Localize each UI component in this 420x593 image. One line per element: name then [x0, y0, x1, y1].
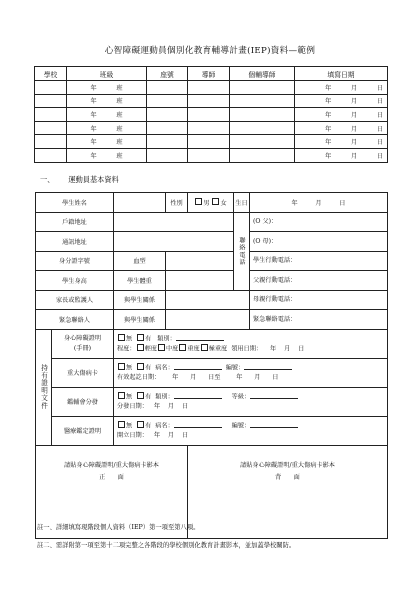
section-title: 運動員基本資料: [68, 175, 119, 184]
label-student-name: 學生姓名: [36, 193, 114, 213]
none-checkbox[interactable]: [118, 421, 125, 428]
tutor-cell[interactable]: [188, 135, 230, 149]
grade-label: 年: [90, 98, 97, 106]
grade-label: 年: [90, 139, 97, 147]
day-label: 日: [181, 431, 189, 439]
month-label: 月: [350, 139, 358, 147]
seat-cell[interactable]: [147, 121, 188, 135]
label-student-height: 學生身高: [36, 271, 114, 291]
seat-cell[interactable]: [147, 135, 188, 149]
male-label: 男: [203, 199, 210, 207]
disability-cert-title: 身心障礙證明: [63, 334, 102, 342]
class-label: 班: [116, 111, 123, 119]
major-illness-details[interactable]: [114, 358, 388, 387]
year-label: 年: [325, 98, 332, 106]
has-checkbox[interactable]: [137, 363, 144, 370]
year-label: 年: [236, 373, 243, 381]
header-school: 學校: [35, 67, 67, 81]
label-household-address: 戶籍地址: [36, 212, 114, 232]
guardian-mobile[interactable]: 母親行動電話：: [250, 290, 388, 310]
label-emergency-contact: 緊急聯絡人: [36, 310, 114, 330]
school-cell[interactable]: [35, 81, 67, 95]
basic-info-table: [35, 192, 388, 539]
counselor-cell[interactable]: [230, 94, 295, 108]
grade-label: 年: [90, 111, 97, 119]
disease-name-label: 病名：: [155, 422, 174, 430]
school-cell[interactable]: [35, 135, 67, 149]
tutor-cell[interactable]: [188, 148, 230, 162]
label-documents: 持有證明文件: [36, 329, 52, 445]
label-student-weight: 學生體重: [114, 271, 166, 291]
header-seat: 座號: [147, 67, 188, 81]
class-row: [35, 148, 388, 162]
female-label: 女: [220, 199, 227, 207]
disability-cert-sub: (手冊): [73, 344, 92, 352]
year-label: 年: [325, 111, 332, 119]
paste-area-back[interactable]: [188, 445, 388, 538]
phone-father[interactable]: (O 父)：: [250, 212, 388, 232]
month-label: 月: [350, 111, 358, 119]
none-label: 無: [126, 393, 133, 401]
none-checkbox[interactable]: [118, 334, 125, 341]
counselor-cell[interactable]: [230, 121, 295, 135]
category-label: 類別：: [157, 335, 176, 342]
day-label: 日: [272, 373, 279, 381]
year-label: 年: [325, 125, 332, 133]
fill-date-cell[interactable]: [295, 121, 388, 135]
school-cell[interactable]: [35, 108, 67, 122]
label-gender: 性別: [166, 193, 188, 213]
seat-cell[interactable]: [147, 94, 188, 108]
emergency-phone[interactable]: 緊急聯絡電話：: [250, 310, 388, 330]
label-disability-cert: [52, 329, 114, 358]
year-label: 年: [325, 139, 332, 147]
day-label: 日: [376, 111, 383, 119]
tutor-cell[interactable]: [188, 81, 230, 95]
tutor-cell[interactable]: [188, 108, 230, 122]
label-blood-type: 血型: [114, 251, 166, 271]
day-label: 日: [298, 345, 305, 352]
month-label: 月: [350, 98, 358, 106]
code-label: 編號：: [225, 364, 245, 372]
grade-label: 年: [90, 125, 97, 133]
school-cell[interactable]: [35, 121, 67, 135]
value-student-weight[interactable]: [166, 271, 234, 291]
month-label: 月: [167, 402, 175, 410]
has-label: 有: [145, 364, 152, 372]
counselor-cell[interactable]: [230, 148, 295, 162]
class-row: [35, 94, 388, 108]
year-label: 年: [153, 431, 161, 439]
value-household-address[interactable]: [114, 212, 234, 232]
page-title: 心智障礙運動員個別化教育輔導計畫(IEP)資料—範例: [104, 46, 316, 56]
class-label: 班: [116, 139, 123, 147]
header-tutor: 導師: [188, 67, 230, 81]
moderate-checkbox[interactable]: [158, 344, 165, 351]
section-number: 一、: [40, 175, 55, 184]
severe-checkbox[interactable]: [179, 344, 186, 351]
degree-label: 程度：: [117, 345, 136, 352]
section-heading: [40, 175, 133, 185]
has-label: 有: [145, 335, 152, 342]
class-label: 班: [116, 98, 123, 106]
gender-options: [188, 193, 234, 213]
category-label: 類別：: [155, 393, 174, 401]
seat-cell[interactable]: [147, 108, 188, 122]
label-emergency-relation: 與學生關係: [114, 310, 166, 330]
male-checkbox[interactable]: [195, 198, 202, 205]
profound-label: 極重度: [208, 345, 228, 352]
counselor-cell[interactable]: [230, 81, 295, 95]
until-label: 日至: [208, 373, 221, 381]
header-fill-date: 填寫日期: [295, 67, 388, 81]
month-label: 月: [190, 373, 197, 381]
fill-date-cell[interactable]: [295, 135, 388, 149]
value-birthday[interactable]: [250, 193, 388, 213]
none-checkbox[interactable]: [118, 363, 125, 370]
month-label: 月: [284, 345, 291, 352]
year-label: 年: [325, 152, 332, 160]
label-medical-cert: 醫療鑑定證明: [52, 416, 114, 445]
class-cell[interactable]: [67, 121, 147, 135]
tutor-cell[interactable]: [188, 94, 230, 108]
father-mobile[interactable]: 父親行動電話：: [250, 271, 388, 291]
tutor-cell[interactable]: [188, 121, 230, 135]
year-label: 年: [291, 199, 298, 207]
value-mailing-address[interactable]: [114, 232, 234, 252]
has-checkbox[interactable]: [137, 421, 144, 428]
seat-cell[interactable]: [147, 148, 188, 162]
moderate-label: 中度: [165, 345, 179, 352]
paste-note-back: 請貼身心障礙證明/重大傷病卡影本: [240, 461, 335, 469]
disease-name-label: 病名：: [155, 364, 174, 372]
label-relation: 與學生關係: [114, 290, 166, 310]
month-label: 月: [350, 84, 358, 92]
year-label: 年: [153, 402, 161, 410]
year-label: 年: [172, 373, 179, 381]
value-emergency-relation[interactable]: [166, 310, 250, 330]
label-mailing-address: 通訊地址: [36, 232, 114, 252]
back-label: 背 面: [275, 473, 300, 481]
class-cell[interactable]: [67, 135, 147, 149]
seat-cell[interactable]: [147, 81, 188, 95]
note-2: 註二、需詳附第一項至第十二項完整之各階段的學校個別化教育計畫影本，並加蓋學校關防。: [37, 542, 296, 549]
profound-checkbox[interactable]: [201, 344, 208, 351]
day-label: 日: [376, 152, 383, 160]
counsel-level-details[interactable]: [114, 387, 388, 416]
grade-label: 年: [90, 84, 97, 92]
day-label: 日: [376, 125, 383, 133]
none-label: 無: [126, 335, 133, 342]
none-label: 無: [126, 364, 133, 372]
severe-label: 重度: [187, 345, 200, 352]
female-checkbox[interactable]: [212, 198, 219, 205]
month-label: 月: [167, 431, 175, 439]
value-relation[interactable]: [166, 290, 250, 310]
school-cell[interactable]: [35, 148, 67, 162]
student-mobile[interactable]: 學生行動電話：: [250, 251, 388, 271]
day-label: 日: [376, 84, 383, 92]
year-label: 年: [270, 345, 277, 352]
class-row: [35, 121, 388, 135]
level-label: 等級：: [231, 393, 251, 401]
medical-cert-details[interactable]: [114, 416, 388, 445]
has-checkbox[interactable]: [137, 392, 144, 399]
has-checkbox[interactable]: [137, 334, 144, 341]
day-label: 日: [376, 98, 383, 106]
mild-label: 輕度: [144, 345, 157, 352]
month-label: 月: [350, 125, 358, 133]
fill-date-cell[interactable]: [295, 94, 388, 108]
class-label: 班: [116, 152, 123, 160]
class-cell[interactable]: [67, 94, 147, 108]
value-blood-type[interactable]: [166, 251, 234, 271]
label-guardian: 家長或監護人: [36, 290, 114, 310]
label-major-illness: 重大傷病卡: [52, 358, 114, 387]
class-cell[interactable]: [67, 108, 147, 122]
class-label: 班: [116, 84, 123, 92]
class-row: [35, 81, 388, 95]
disability-cert-details[interactable]: [114, 329, 388, 358]
grade-label: 年: [90, 152, 97, 160]
day-label: 日: [181, 402, 189, 410]
open-date-label: 開立日期：: [117, 431, 148, 439]
valid-from-label: 有效起訖日期：: [117, 373, 161, 381]
class-cell[interactable]: [67, 148, 147, 162]
class-info-table: [34, 66, 388, 163]
assign-date-label: 分發日期：: [117, 402, 148, 410]
value-student-name[interactable]: [114, 193, 166, 213]
none-checkbox[interactable]: [118, 392, 125, 399]
label-contact-phone: 聯絡電話: [234, 212, 250, 290]
year-label: 年: [325, 84, 332, 92]
month-label: 月: [350, 152, 358, 160]
school-cell[interactable]: [35, 94, 67, 108]
class-row: [35, 108, 388, 122]
class-cell[interactable]: [67, 81, 147, 95]
phone-mother[interactable]: (O 母)：: [250, 232, 388, 252]
day-label: 日: [376, 139, 383, 147]
fill-date-cell[interactable]: [295, 81, 388, 95]
class-label: 班: [116, 125, 123, 133]
issue-date-label: 領用日期：: [231, 345, 263, 352]
has-label: 有: [145, 422, 152, 430]
label-birthday: 生日: [234, 193, 250, 213]
label-counsel-level: 鑑輔會分發: [52, 387, 114, 416]
has-label: 有: [145, 393, 152, 401]
mild-checkbox[interactable]: [137, 344, 144, 351]
label-id-number: 身分證字號: [36, 251, 114, 271]
class-row: [35, 135, 388, 149]
header-counselor: 個輔導師: [230, 67, 295, 81]
day-label: 日: [339, 199, 346, 207]
front-label: 正 面: [99, 473, 124, 481]
month-label: 月: [254, 373, 261, 381]
fill-date-cell[interactable]: [295, 108, 388, 122]
counselor-cell[interactable]: [230, 108, 295, 122]
note-1: 註一、詳細填寫現階段個人資料（IEP）第一項至第八項。: [37, 524, 200, 531]
month-label: 月: [315, 199, 322, 207]
counselor-cell[interactable]: [230, 135, 295, 149]
code-label: 編號：: [231, 422, 251, 430]
paste-note-front: 請貼身心障礙證明/重大傷病卡影本: [64, 461, 159, 469]
none-label: 無: [126, 422, 133, 430]
fill-date-cell[interactable]: [295, 148, 388, 162]
header-class: 班級: [67, 67, 147, 81]
